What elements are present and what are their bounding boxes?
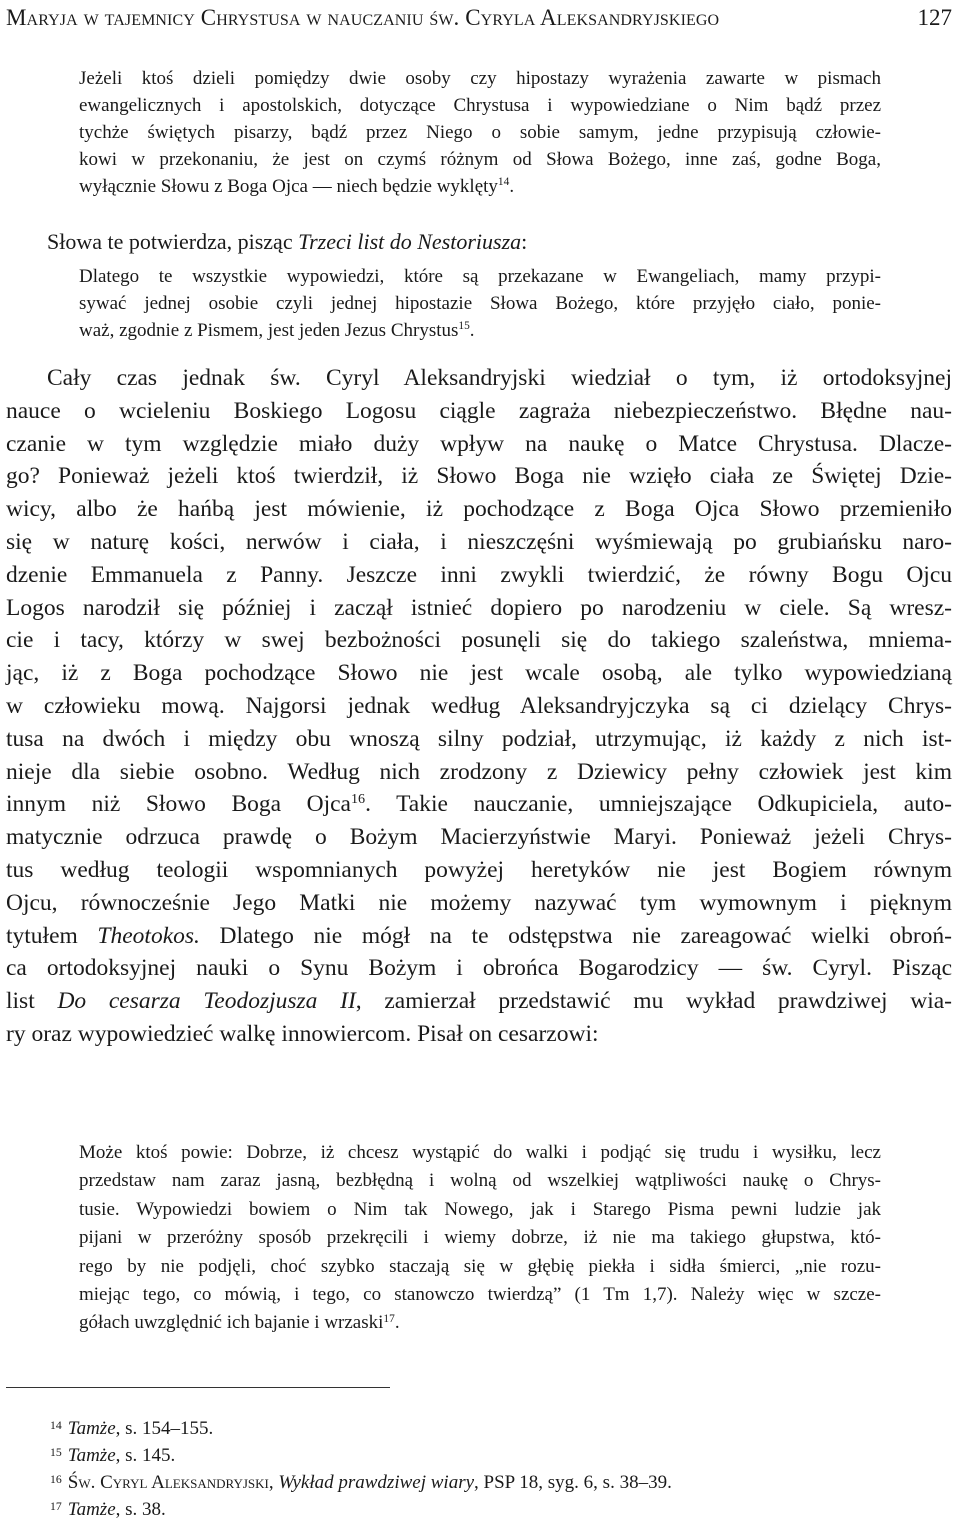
footnote-14 bbox=[50, 1416, 930, 1443]
quote-text: . bbox=[469, 320, 475, 341]
body-text: Dlatego nie mógł na te odstępstwa nie zareagować wielki obroń- bbox=[199, 922, 952, 949]
footnote-text: , s. 145. bbox=[115, 1445, 176, 1466]
body-line: Logos narodził się później i zaczął istnieć dopiero po narodzeniu w ciele. Są wresz- bbox=[6, 594, 952, 621]
footnote-text: , s. 154–155. bbox=[115, 1418, 214, 1439]
footnote-ref[interactable]: 16 bbox=[350, 791, 366, 808]
quote-line: przedstaw nam zaraz jasną, bezbłędną i wolną od wszelkiej wątpliwości naukę o Chrys- bbox=[79, 1170, 881, 1192]
footnote-text: , PSP 18, syg. 6, s. 38–39. bbox=[474, 1472, 672, 1493]
footnote-divider bbox=[6, 1387, 390, 1388]
quote-line bbox=[79, 173, 881, 200]
body-line: jąc, iż z Boga pochodzące Słowo nie jest wcale osobą, ale tylko wypowiedzianą bbox=[6, 660, 952, 687]
footnotes bbox=[50, 1416, 930, 1524]
block-quote-nestorius bbox=[79, 263, 881, 344]
footnote-number: 17 bbox=[50, 1499, 62, 1513]
footnote-italic: Tamże bbox=[67, 1499, 116, 1520]
quote-line bbox=[79, 317, 881, 344]
footnote-separator: , bbox=[268, 1472, 279, 1493]
body-line bbox=[6, 920, 952, 953]
block-quote-anathema bbox=[79, 65, 881, 200]
body-text: , zamierzał przedstawić mu wykład prawdziwej wia- bbox=[355, 988, 952, 1015]
body-line: tus według teologii wspomnianych powyżej heretyków nie jest Bogiem równym bbox=[6, 856, 952, 883]
quote-text: waż, zgodnie z Pismem, jest jeden Jezus Chrystus bbox=[79, 320, 459, 341]
footnote-number: 15 bbox=[50, 1445, 62, 1459]
footnote-16 bbox=[50, 1470, 930, 1497]
body-line bbox=[6, 788, 952, 821]
footnote-text: , s. 38. bbox=[115, 1499, 166, 1520]
body-line: ca ortodoksyjnej nauki o Synu Bożym i obrońca Bogarodzicy — św. Cyryl. Pisząc bbox=[6, 955, 952, 982]
body-line: go? Ponieważ jeżeli ktoś twierdził, iż Słowo Boga nie wzięło ciała ze Świętej Dzie- bbox=[6, 463, 952, 490]
running-header bbox=[6, 2, 952, 34]
quote-line: sywać jednej osobie czyli jednej hipostazie Słowa Bożego, które przyjęło ciało, ponie- bbox=[79, 293, 881, 314]
body-text: list bbox=[6, 988, 58, 1015]
quote-line: miejąc tego, co mówią, i tego, co stanowczo twierdzą” (1 Tm 1,7). Należy więc w szcze- bbox=[79, 1284, 881, 1306]
quote-line: ewangelicznych i apostolskich, dotyczące Chrystusa i wypowiedziane o Nim bądź przez bbox=[79, 95, 881, 116]
main-paragraph bbox=[6, 362, 952, 1051]
body-text: tytułem bbox=[6, 922, 98, 949]
body-line: ry oraz wypowiedzieć walkę innowiercom. Pisał on cesarzowi: bbox=[6, 1020, 599, 1047]
quote-line: Może ktoś powie: Dobrze, iż chcesz wystąpić do walki i podjąć się trudu i wysiłku, lecz bbox=[79, 1142, 881, 1163]
footnote-17 bbox=[50, 1497, 930, 1524]
work-title: Trzeci list do Nestoriusza bbox=[298, 229, 522, 254]
body-line: nieje dla siebie osobno. Według nich zrodzony z Dziewicy pełny człowiek jest kim bbox=[6, 758, 952, 785]
quote-line: rego by nie podjęli, choć szybko staczają się w głębię piekła i sidła śmierci, „nie rozu- bbox=[79, 1255, 881, 1277]
body-line: czanie w tym względzie miało duży wpływ na naukę o Matce Chrystusa. Dlacze- bbox=[6, 430, 952, 457]
quote-line: Jeżeli ktoś dzieli pomiędzy dwie osoby czy hipostazy wyrażenia zawarte w pismach bbox=[79, 68, 881, 89]
quote-text: . bbox=[394, 1312, 400, 1334]
body-line: Cały czas jednak św. Cyryl Aleksandryjski wiedział o tym, iż ortodoksyjnej bbox=[47, 365, 952, 391]
body-line bbox=[6, 985, 952, 1018]
paragraph-intro bbox=[47, 227, 889, 257]
footnote-italic: Tamże bbox=[67, 1418, 116, 1439]
block-quote-emperor bbox=[79, 1139, 881, 1338]
body-line: nauce o wcieleniu Boskiego Logosu ciągle zagraża niebezpieczeństwo. Błędne nau- bbox=[6, 397, 952, 424]
body-line: dzenie Emmanuela z Panny. Jeszcze inni zwykli twierdzić, że równy Bogu Ojcu bbox=[6, 561, 952, 588]
body-text: Słowa te potwierdza, pisząc bbox=[47, 229, 299, 254]
body-line bbox=[47, 227, 889, 257]
footnote-ref[interactable]: 15 bbox=[458, 320, 470, 333]
quote-line: tychże świętych pisarzy, bądź przez Niego o sobie samym, jedne przypisują człowie- bbox=[79, 122, 881, 143]
body-text: innym niż Słowo Boga Ojca bbox=[6, 791, 351, 818]
body-line: tusa na dwóch i między obu wnoszą silny podział, utrzymując, iż każdy z nich ist- bbox=[6, 725, 952, 752]
quote-line: kowi w przekonaniu, że jest on czymś różnym od Słowa Bożego, inne zaś, godne Boga, bbox=[79, 149, 881, 170]
footnote-15 bbox=[50, 1443, 930, 1470]
quote-line bbox=[79, 1309, 881, 1337]
body-line: w człowieku mową. Najgorsi jednak według Aleksandryjczyka są ci dzielący Chrys- bbox=[6, 692, 952, 719]
body-line: się w naturę kości, nerwów i ciała, i nieszczęśni wyśmiewają po grubiańsku naro- bbox=[6, 528, 952, 555]
body-line: wicy, albo że hańbą jest mówienie, iż pochodzące z Boga Ojca Słowo przemieniło bbox=[6, 496, 952, 523]
term-theotokos: Theotokos. bbox=[97, 922, 200, 949]
footnote-author: Św. Cyryl Aleksandryjski bbox=[67, 1472, 269, 1493]
footnote-italic: Tamże bbox=[67, 1445, 116, 1466]
quote-text: wyłącznie Słowu z Boga Ojca — niech będzie wyklęty bbox=[79, 176, 498, 197]
footnote-number: 14 bbox=[50, 1418, 62, 1432]
footnote-ref[interactable]: 17 bbox=[383, 1312, 395, 1325]
work-title: Do cesarza Teodozjusza II bbox=[57, 988, 356, 1015]
quote-line: tusie. Wypowiedzi bowiem o Nim tak Nowego, jak i Starego Pisma pewni ludzie jak bbox=[79, 1198, 881, 1220]
body-text: : bbox=[521, 229, 528, 254]
running-title: Maryja w tajemnicy Chrystusa w nauczaniu św. Cyryla Aleksandryjskiego bbox=[6, 5, 720, 30]
footnote-number: 16 bbox=[50, 1472, 62, 1486]
quote-text: gółach uwzględnić ich bajanie i wrzaski bbox=[79, 1312, 384, 1334]
body-line: cie i tacy, którzy w swej bezbożności posunęli się do takiego szaleństwa, mniema- bbox=[6, 627, 952, 654]
quote-line: pijani w przeróżny sposób przekręcili i wiemy dobrze, iż nie ma takiego głupstwa, któ- bbox=[79, 1227, 881, 1249]
body-line: Ojcu, równocześnie Jego Matki nie możemy nazywać tym wymownym i pięknym bbox=[6, 889, 952, 916]
quote-line: Dlatego te wszystkie wypowiedzi, które są przekazane w Ewangeliach, mamy przypi- bbox=[79, 266, 881, 287]
footnote-ref[interactable]: 14 bbox=[497, 176, 510, 189]
body-text: . Takie nauczanie, umniejszające Odkupiciela, auto- bbox=[365, 791, 953, 818]
quote-text: . bbox=[509, 176, 515, 197]
footnote-italic: Wykład prawdziwej wiary bbox=[278, 1472, 475, 1493]
page-number: 127 bbox=[917, 5, 952, 30]
body-line: matycznie odrzuca prawdę o Bożym Macierzyństwie Maryi. Ponieważ jeżeli Chrys- bbox=[6, 824, 952, 851]
